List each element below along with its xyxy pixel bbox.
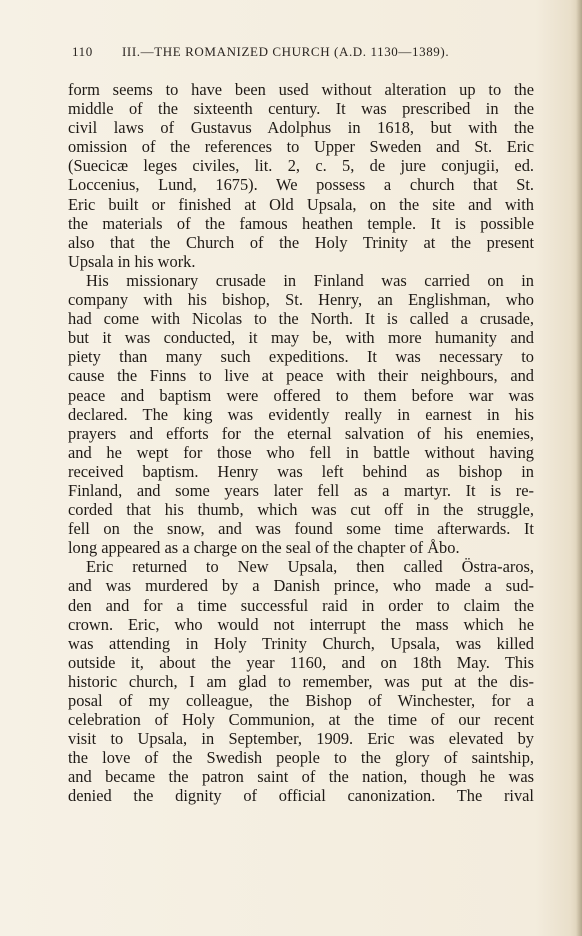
text-line: den and for a time successful raid in order to claim the — [68, 595, 534, 615]
text-line: corded that his thumb, which was cut off in the struggle, — [68, 500, 534, 520]
text-line: was attending in Holy Trinity Church, Upsala, was killed — [68, 633, 534, 653]
text-line: declared. The king was evidently really in earnest in his — [68, 404, 534, 424]
text-line: Eric built or finished at Old Upsala, on the site and with — [68, 194, 534, 214]
text-line: middle of the sixteenth century. It was prescribed in the — [68, 99, 534, 119]
text-line: and he wept for those who fell in battle without having — [68, 442, 534, 462]
text-line: and was murdered by a Danish prince, who made a sud- — [68, 576, 534, 596]
text-line: Upsala in his work. — [68, 251, 196, 271]
page-number: 110 — [72, 44, 93, 59]
text-line: civil laws of Gustavus Adolphus in 1618, but with the — [68, 118, 534, 138]
text-line: but it was conducted, it may be, with more humanity and — [68, 328, 534, 348]
text-line: fell on the snow, and was found some time afterwards. It — [68, 519, 534, 539]
text-line: company with his bishop, St. Henry, an Englishman, who — [68, 290, 534, 310]
text-line: the love of the Swedish people to the glory of saintship, — [68, 748, 534, 768]
text-line: long appeared as a charge on the seal of the chapter of Åbo. — [68, 538, 460, 558]
text-line: cause the Finns to live at peace with their neighbours, and — [68, 366, 534, 386]
text-line: crown. Eric, who would not interrupt the mass which he — [68, 614, 534, 634]
text-line: outside it, about the year 1160, and on 18th May. This — [68, 652, 534, 672]
text-line: form seems to have been used without alteration up to the — [68, 80, 534, 99]
text-line: His missionary crusade in Finland was carried on in — [86, 270, 534, 290]
page-header — [72, 44, 532, 66]
text-line: Loccenius, Lund, 1675). We possess a church that St. — [68, 175, 534, 195]
text-line: historic church, I am glad to remember, was put at the dis- — [68, 671, 534, 691]
page-edge-shadow — [576, 0, 582, 936]
text-line: received baptism. Henry was left behind as bishop in — [68, 461, 534, 481]
running-head: III.—THE ROMANIZED CHURCH (A.D. 1130—1389). — [122, 44, 450, 59]
text-line: Eric returned to New Upsala, then called Östra-aros, — [86, 557, 534, 577]
text-line: celebration of Holy Communion, at the time of our recent — [68, 710, 534, 730]
text-line: also that the Church of the Holy Trinity at the present — [68, 232, 534, 252]
text-line: prayers and efforts for the eternal salvation of his enemies, — [68, 423, 534, 443]
text-line: had come with Nicolas to the North. It is called a crusade, — [68, 309, 534, 329]
text-line: piety than many such expeditions. It was necessary to — [68, 347, 534, 367]
text-line: omission of the references to Upper Sweden and St. Eric — [68, 137, 534, 157]
text-line: Finland, and some years later fell as a martyr. It is re- — [68, 480, 534, 500]
text-line: the materials of the famous heathen temple. It is possible — [68, 213, 534, 233]
text-line: posal of my colleague, the Bishop of Winchester, for a — [68, 691, 534, 710]
text-line: and became the patron saint of the nation, though he was — [68, 767, 534, 787]
text-line: (Suecicæ leges civiles, lit. 2, c. 5, de jure conjugii, ed. — [68, 156, 534, 176]
text-line: visit to Upsala, in September, 1909. Eric was elevated by — [68, 729, 534, 749]
text-line: peace and baptism were offered to them before war was — [68, 385, 534, 405]
body-text — [68, 80, 534, 806]
text-line: denied the dignity of official canonization. The rival — [68, 786, 534, 806]
